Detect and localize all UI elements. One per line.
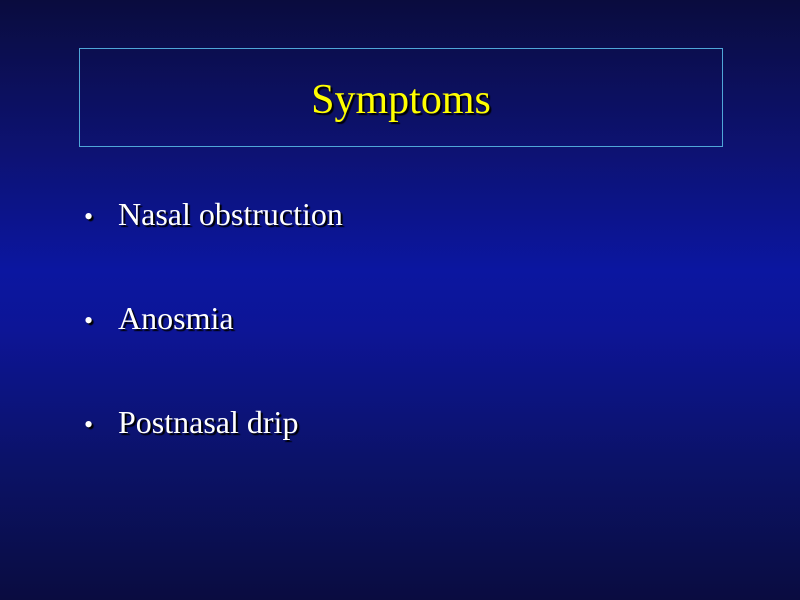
bullet-item xyxy=(84,296,343,340)
bullet-item xyxy=(84,400,343,444)
bullet-icon: • xyxy=(84,202,94,231)
bullet-icon: • xyxy=(84,410,94,439)
bullet-text: Anosmia xyxy=(118,300,234,336)
slide-title: Symptoms xyxy=(311,76,491,123)
title-box xyxy=(79,48,723,147)
bullet-item xyxy=(84,192,343,236)
bullet-icon: • xyxy=(84,306,94,335)
bullet-list xyxy=(84,192,343,504)
bullet-text: Nasal obstruction xyxy=(118,196,343,232)
bullet-text: Postnasal drip xyxy=(118,404,299,440)
